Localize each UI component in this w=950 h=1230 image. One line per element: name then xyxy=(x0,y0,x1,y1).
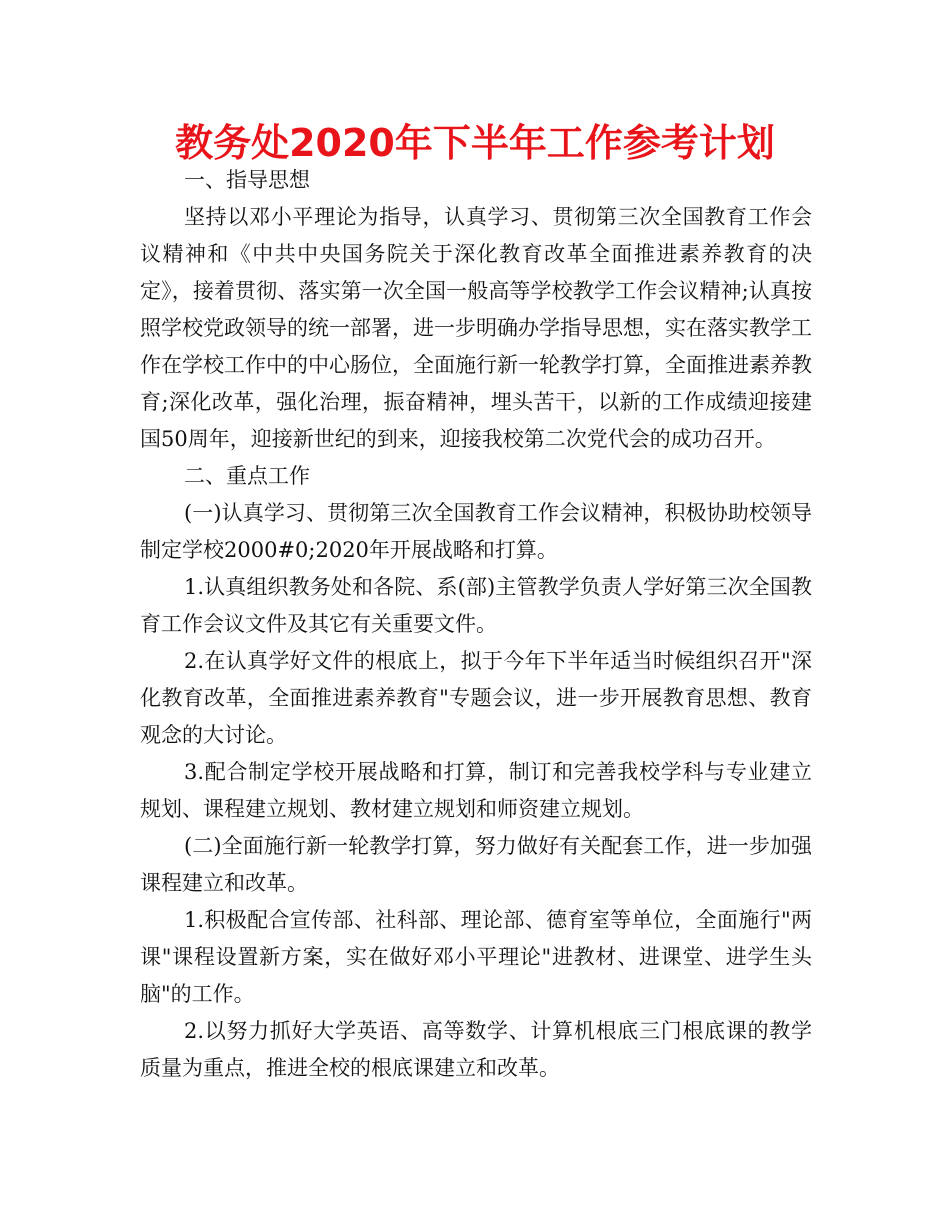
section-heading-key-work: 二、重点工作 xyxy=(184,464,310,488)
section-heading-guiding-ideology: 一、指导思想 xyxy=(184,168,310,192)
paragraph: (二)全面施行新一轮教学打算，努力做好有关配套工作，进一步加强课程建立和改革。 xyxy=(140,834,812,895)
paragraph: 2.在认真学好文件的根底上，拟于今年下半年适当时候组织召开"深化教育改革，全面推进素养教育"专题会议，进一步开展教育思想、教育观念的大讨论。 xyxy=(140,649,812,747)
document-body xyxy=(140,162,812,1087)
document-title: 教务处2020年下半年工作参考计划 xyxy=(175,121,775,165)
paragraph: 1.积极配合宣传部、社科部、理论部、德育室等单位，全面施行"两课"课程设置新方案，实在做好邓小平理论"进教材、进课堂、进学生头脑"的工作。 xyxy=(140,908,812,1006)
paragraph: (一)认真学习、贯彻第三次全国教育工作会议精神，积极协助校领导制定学校2000#0;2020年开展战略和打算。 xyxy=(140,501,812,562)
paragraph: 坚持以邓小平理论为指导，认真学习、贯彻第三次全国教育工作会议精神和《中共中央国务院关于深化教育改革全面推进素养教育的决定》，接着贯彻、落实第一次全国一般高等学校教学工作会议精神;认真按照学校党政领导的统一部署，进一步明确办学指导思想，实在落实教学工作在学校工作中的中心肠位，全面施行新一轮教学打算，全面推进素养教育;深化改革，强化治理，振奋精神，埋头苦干，以新的工作成绩迎接建国50周年，迎接新世纪的到来，迎接我校第二次党代会的成功召开。 xyxy=(140,205,812,451)
paragraph: 2.以努力抓好大学英语、高等数学、计算机根底三门根底课的教学质量为重点，推进全校的根底课建立和改革。 xyxy=(140,1019,812,1080)
paragraph: 1.认真组织教务处和各院、系(部)主管教学负责人学好第三次全国教育工作会议文件及其它有关重要文件。 xyxy=(140,575,812,636)
paragraph: 3.配合制定学校开展战略和打算，制订和完善我校学科与专业建立规划、课程建立规划、教材建立规划和师资建立规划。 xyxy=(140,760,812,821)
